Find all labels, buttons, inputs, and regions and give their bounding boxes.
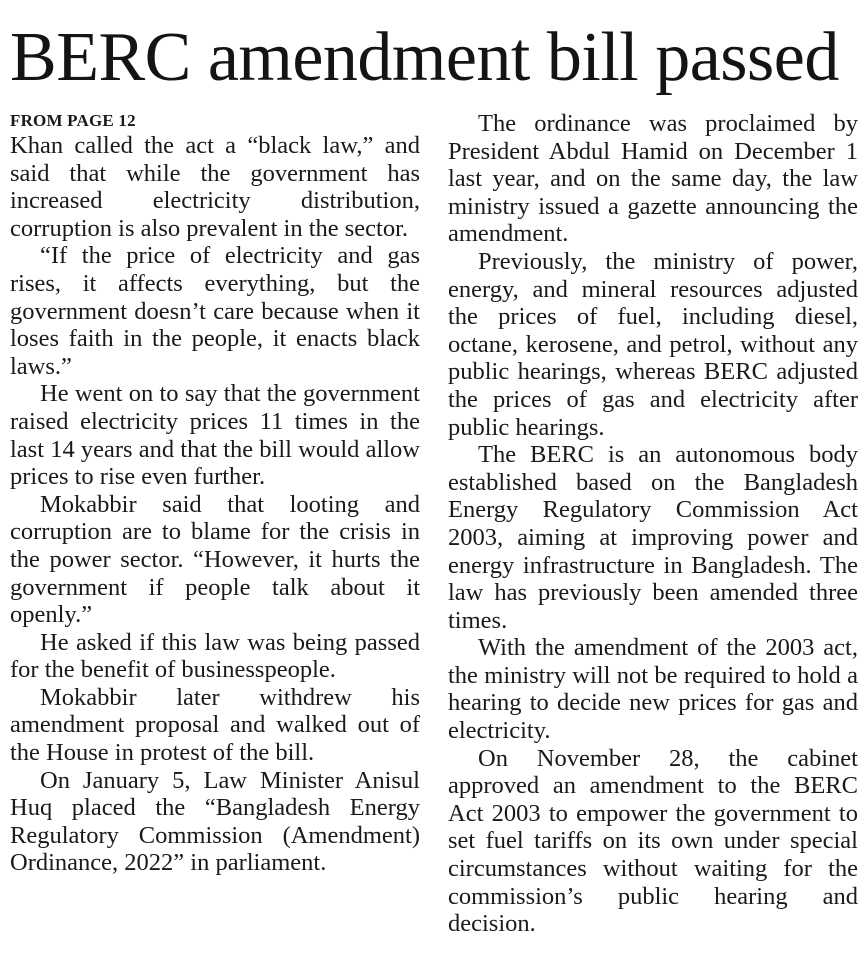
- article-column-left: [10, 110, 420, 877]
- paragraph: Previously, the ministry of power, energy, and mineral resources adjusted the prices of fuel, including diesel, octane, kerosene, and petrol, without any public hearings, whereas BERC adjusted the prices of gas and electricity after public hearings.: [448, 247, 858, 441]
- paragraph: On November 28, the cabinet approved an amendment to the BERC Act 2003 to empower the government to set fuel tariffs on its own under special circumstances without waiting for the commission’s public hearing and decision.: [448, 744, 858, 938]
- paragraph: With the amendment of the 2003 act, the ministry will not be required to hold a hearing to decide new prices for gas and electricity.: [448, 634, 858, 745]
- paragraph: Mokabbir said that looting and corruption are to blame for the crisis in the power sector. “However, it hurts the government if people talk about it openly.”: [10, 490, 420, 629]
- paragraph: He asked if this law was being passed for the benefit of businesspeople.: [10, 628, 420, 684]
- headline: BERC amendment bill passed: [10, 19, 839, 96]
- article-column-right: [448, 110, 858, 938]
- paragraph: Mokabbir later withdrew his amendment proposal and walked out of the House in protest of the bill.: [10, 683, 420, 767]
- paragraph: The BERC is an autonomous body established based on the Bangladesh Energy Regulatory Commission Act 2003, aiming at improving power and energy infrastructure in Bangladesh. The law has previously been amended three times.: [448, 441, 858, 634]
- paragraph: On January 5, Law Minister Anisul Huq placed the “Bangladesh Energy Regulatory Commission (Amendment) Ordinance, 2022” in parliament.: [10, 766, 420, 877]
- paragraph: He went on to say that the government raised electricity prices 11 times in the last 14 years and that the bill would allow prices to rise even further.: [10, 380, 420, 491]
- continuation-kicker: FROM PAGE 12: [10, 111, 136, 130]
- paragraph: The ordinance was proclaimed by President Abdul Hamid on December 1 last year, and on the same day, the law ministry issued a gazette announcing the amendment.: [448, 110, 858, 248]
- paragraph: Khan called the act a “black law,” and said that while the government has increased electricity distribution, corruption is also prevalent in the sector.: [10, 132, 420, 242]
- paragraph: “If the price of electricity and gas rises, it affects everything, but the government doesn’t care because when it loses faith in the people, it enacts black laws.”: [10, 242, 420, 380]
